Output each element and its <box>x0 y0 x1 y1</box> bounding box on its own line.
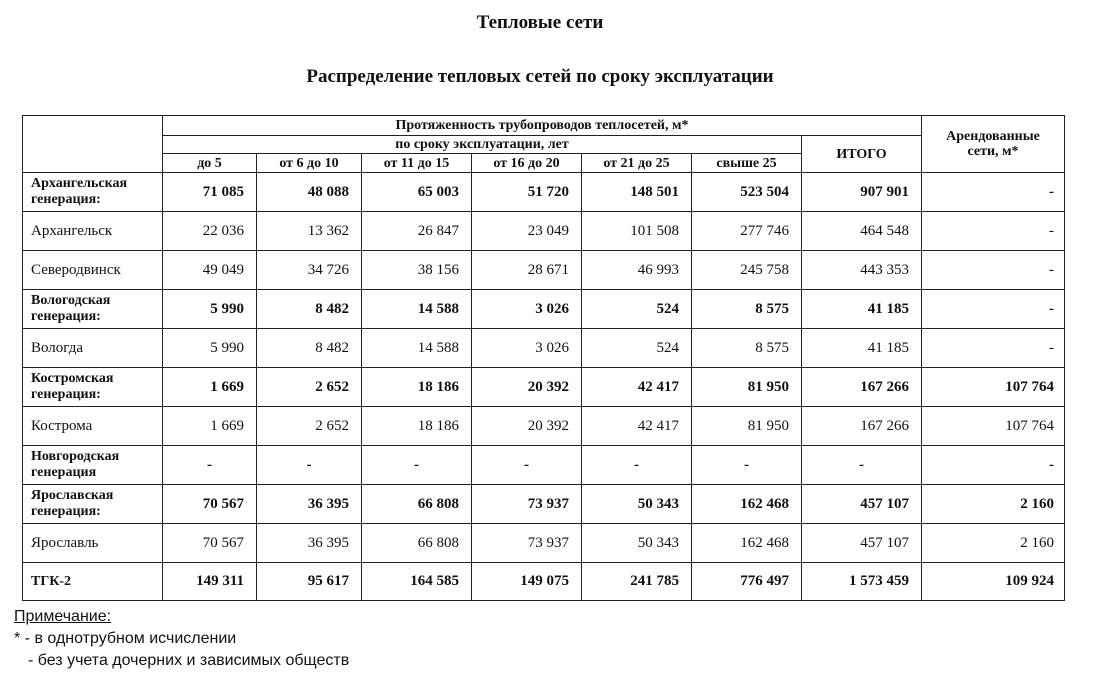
table-cell: 42 417 <box>582 368 692 407</box>
table-cell: 48 088 <box>257 173 362 212</box>
table-cell: - <box>472 446 582 485</box>
length-group-header: Протяженность трубопроводов теплосетей, м* <box>163 116 922 136</box>
table-cell: 8 482 <box>257 329 362 368</box>
heat-networks-table <box>22 115 1065 601</box>
table-cell: - <box>257 446 362 485</box>
table-cell: 776 497 <box>692 563 802 601</box>
table-row <box>23 368 1065 407</box>
table-cell: 42 417 <box>582 407 692 446</box>
table-cell: 51 720 <box>472 173 582 212</box>
leased-cell: - <box>922 290 1065 329</box>
table-cell: 81 950 <box>692 368 802 407</box>
table-cell: 18 186 <box>362 368 472 407</box>
table-cell: 20 392 <box>472 407 582 446</box>
table-subtitle: Распределение тепловых сетей по сроку эксплуатации <box>306 66 774 87</box>
table-cell: 277 746 <box>692 212 802 251</box>
name-column-header <box>23 116 163 173</box>
total-cell: 1 573 459 <box>802 563 922 601</box>
table-cell: 81 950 <box>692 407 802 446</box>
table-cell: 36 395 <box>257 524 362 563</box>
table-cell: 3 026 <box>472 290 582 329</box>
table-cell: 149 075 <box>472 563 582 601</box>
row-label: Вологда <box>23 329 163 368</box>
table-cell: 70 567 <box>163 485 257 524</box>
total-cell: 443 353 <box>802 251 922 290</box>
total-column-header: ИТОГО <box>802 136 922 173</box>
table-row <box>23 446 1065 485</box>
leased-cell: - <box>922 212 1065 251</box>
row-label: Новгородская генерация <box>23 446 163 485</box>
table-cell: 245 758 <box>692 251 802 290</box>
table-cell: 73 937 <box>472 485 582 524</box>
leased-cell: - <box>922 329 1065 368</box>
table-cell: 13 362 <box>257 212 362 251</box>
table-cell: 5 990 <box>163 290 257 329</box>
row-label: Костромская генерация: <box>23 368 163 407</box>
leased-cell: 107 764 <box>922 368 1065 407</box>
table-cell: 66 808 <box>362 485 472 524</box>
table-cell: 241 785 <box>582 563 692 601</box>
table-row <box>23 524 1065 563</box>
row-label: Архангельск <box>23 212 163 251</box>
table-cell: 524 <box>582 290 692 329</box>
table-cell: 14 588 <box>362 329 472 368</box>
column-header: свыше 25 <box>692 154 802 173</box>
total-cell: 167 266 <box>802 407 922 446</box>
table-cell: 148 501 <box>582 173 692 212</box>
table-cell: 26 847 <box>362 212 472 251</box>
age-group-header: по сроку эксплуатации, лет <box>163 136 802 154</box>
total-cell: 457 107 <box>802 485 922 524</box>
table-row <box>23 563 1065 601</box>
leased-cell: 109 924 <box>922 563 1065 601</box>
table-cell: - <box>692 446 802 485</box>
total-cell: 457 107 <box>802 524 922 563</box>
leased-column-header: Арендованные сети, м* <box>922 116 1065 173</box>
leased-cell: 2 160 <box>922 485 1065 524</box>
table-cell: 66 808 <box>362 524 472 563</box>
table-cell: 50 343 <box>582 485 692 524</box>
row-label: Кострома <box>23 407 163 446</box>
table-row <box>23 173 1065 212</box>
table-cell: 524 <box>582 329 692 368</box>
row-label: Вологодская генерация: <box>23 290 163 329</box>
table-cell: 38 156 <box>362 251 472 290</box>
column-header: от 11 до 15 <box>362 154 472 173</box>
total-cell: 464 548 <box>802 212 922 251</box>
table-cell: 101 508 <box>582 212 692 251</box>
column-header: до 5 <box>163 154 257 173</box>
table-cell: 28 671 <box>472 251 582 290</box>
table-cell: 65 003 <box>362 173 472 212</box>
table-cell: 34 726 <box>257 251 362 290</box>
table-cell: - <box>582 446 692 485</box>
table-cell: 73 937 <box>472 524 582 563</box>
note-line: * - в однотрубном исчислении <box>14 630 237 647</box>
column-header: от 16 до 20 <box>472 154 582 173</box>
table-cell: - <box>362 446 472 485</box>
table-cell: 49 049 <box>163 251 257 290</box>
table-cell: 95 617 <box>257 563 362 601</box>
table-row <box>23 329 1065 368</box>
table-cell: 523 504 <box>692 173 802 212</box>
table-cell: 36 395 <box>257 485 362 524</box>
leased-cell: - <box>922 173 1065 212</box>
table-cell: 162 468 <box>692 485 802 524</box>
leased-cell: 2 160 <box>922 524 1065 563</box>
table-cell: 20 392 <box>472 368 582 407</box>
table-cell: 23 049 <box>472 212 582 251</box>
table-cell: 8 575 <box>692 290 802 329</box>
table-cell: 3 026 <box>472 329 582 368</box>
table-cell: 14 588 <box>362 290 472 329</box>
table-cell: 50 343 <box>582 524 692 563</box>
total-cell: 167 266 <box>802 368 922 407</box>
table-cell: 2 652 <box>257 407 362 446</box>
leased-cell: 107 764 <box>922 407 1065 446</box>
table-cell: 1 669 <box>163 368 257 407</box>
total-cell: 41 185 <box>802 329 922 368</box>
total-cell: 41 185 <box>802 290 922 329</box>
row-label: Архангельская генерация: <box>23 173 163 212</box>
row-label: Ярославль <box>23 524 163 563</box>
table-cell: 8 575 <box>692 329 802 368</box>
table-cell: 164 585 <box>362 563 472 601</box>
note-line: - без учета дочерних и зависимых обществ <box>28 652 350 669</box>
row-label: Северодвинск <box>23 251 163 290</box>
table-cell: 5 990 <box>163 329 257 368</box>
table-cell: 149 311 <box>163 563 257 601</box>
page-title: Тепловые сети <box>476 12 604 33</box>
table-cell: 22 036 <box>163 212 257 251</box>
column-header: от 21 до 25 <box>582 154 692 173</box>
table-cell: 71 085 <box>163 173 257 212</box>
notes-heading: Примечание: <box>14 608 112 625</box>
notes <box>14 606 349 672</box>
row-label: ТГК-2 <box>23 563 163 601</box>
leased-cell: - <box>922 251 1065 290</box>
table-cell: - <box>163 446 257 485</box>
table-row <box>23 485 1065 524</box>
table-row <box>23 212 1065 251</box>
table-cell: 8 482 <box>257 290 362 329</box>
column-header: от 6 до 10 <box>257 154 362 173</box>
leased-cell: - <box>922 446 1065 485</box>
table-cell: 18 186 <box>362 407 472 446</box>
row-label: Ярославская генерация: <box>23 485 163 524</box>
table-row <box>23 407 1065 446</box>
table-cell: 1 669 <box>163 407 257 446</box>
table-cell: 70 567 <box>163 524 257 563</box>
total-cell: - <box>802 446 922 485</box>
table-cell: 2 652 <box>257 368 362 407</box>
total-cell: 907 901 <box>802 173 922 212</box>
table-cell: 162 468 <box>692 524 802 563</box>
table-row <box>23 290 1065 329</box>
table-row <box>23 251 1065 290</box>
table-cell: 46 993 <box>582 251 692 290</box>
